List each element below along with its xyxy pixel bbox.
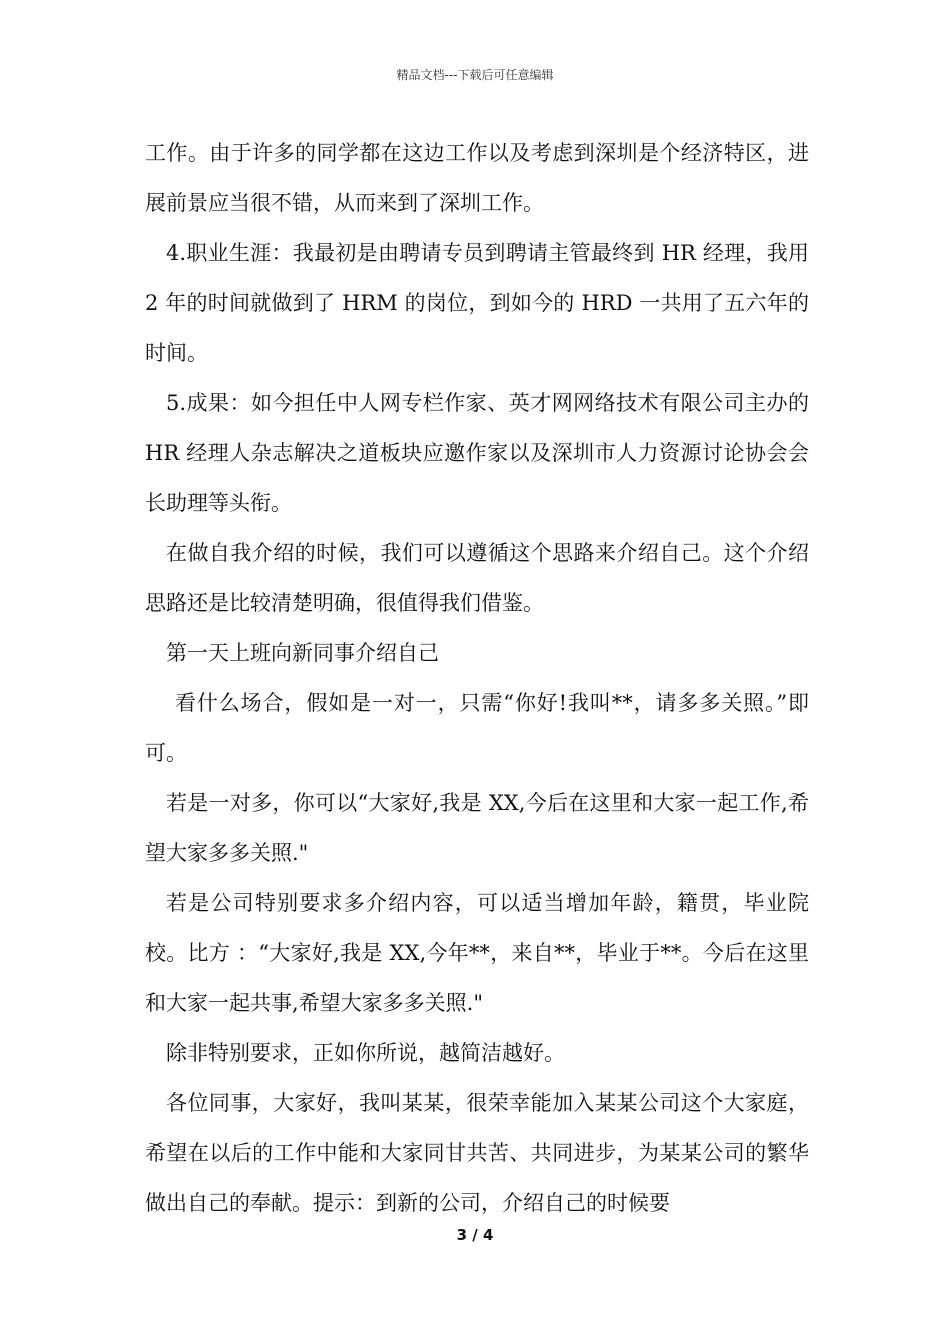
page-header: 精品文档---下载后可任意编辑: [396, 68, 554, 82]
paragraph-company-requirements: 若是公司特别要求多介绍内容，可以适当增加年龄，籍贯，毕业院校。比方 ：“大家好,我是 XX,今年**，来自**，毕业于**。今后在这里和大家一起共事,希望大家多多关照.": [145, 891, 809, 1015]
section-heading: 第一天上班向新同事介绍自己: [166, 641, 439, 665]
page-number: 3 / 4: [456, 1226, 494, 1244]
paragraph-one-to-many: 若是一对多，你可以“大家好,我是 XX,今后在这里和大家一起工作,希望大家多多关照.": [145, 791, 809, 865]
paragraph-career: 4.职业生涯：我最初是由聘请专员到聘请主管最终到 HR 经理，我用 2 年的时间就做到了 HRM 的岗位，到如今的 HRD 一共用了五六年的时间。: [145, 241, 809, 365]
paragraph-one-on-one: 看什么场合，假如是一对一，只需“你好!我叫**，请多多关照。”即可。: [145, 691, 809, 765]
paragraph-brevity: 除非特别要求，正如你所说，越简洁越好。: [166, 1041, 565, 1065]
paragraph-continued: 工作。由于许多的同学都在这边工作以及考虑到深圳是个经济特区，进展前景应当很不错，从而来到了深圳工作。: [145, 141, 809, 215]
paragraph-summary: 在做自我介绍的时候，我们可以遵循这个思路来介绍自己。这个介绍思路还是比较清楚明确，很值得我们借鉴。: [145, 541, 809, 615]
paragraph-sample-intro: 各位同事，大家好，我叫某某，很荣幸能加入某某公司这个大家庭，希望在以后的工作中能和大家同甘共苦、共同进步，为某某公司的繁华做出自己的奉献。提示：到新的公司，介绍自己的时候要: [145, 1091, 809, 1215]
document-body: [145, 128, 809, 1228]
paragraph-achievements: 5.成果：如今担任中人网专栏作家、英才网网络技术有限公司主办的 HR 经理人杂志解决之道板块应邀作家以及深圳市人力资源讨论协会会长助理等头衔。: [145, 391, 809, 515]
